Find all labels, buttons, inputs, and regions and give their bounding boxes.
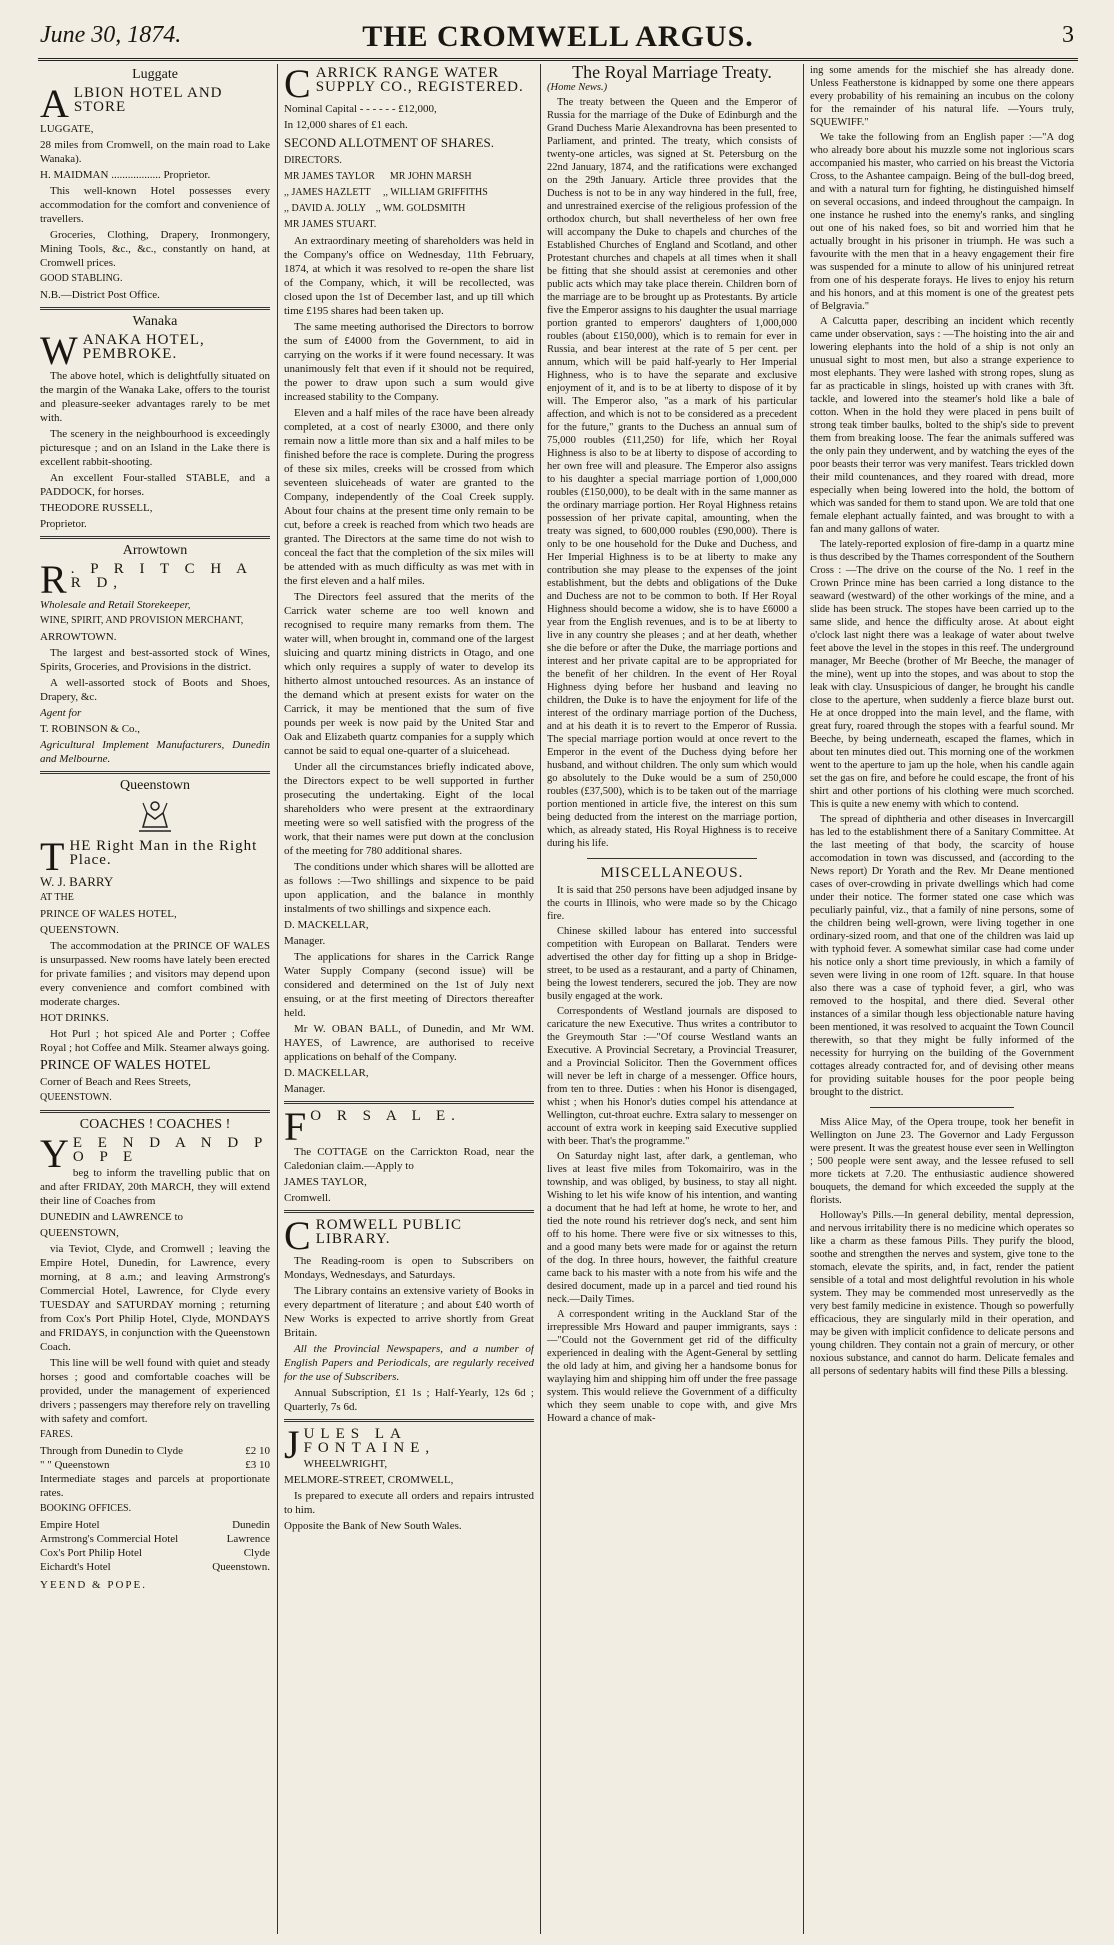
drop-cap: F	[284, 1104, 307, 1149]
ad-line: HOT DRINKS.	[40, 1012, 109, 1024]
ad-text: This line will be well found with quiet and steady horses ; good and comfortable coaches will be provided, under the management of experienced drivers ; passengers may therefore rely on travelling with safety and comfort.	[40, 1357, 270, 1425]
ad-line: Agricultural Implement Manufacturers, Dunedin and Melbourne.	[40, 739, 270, 765]
section-head: Luggate	[132, 67, 178, 82]
ad-line: WINE, SPIRIT, AND PROVISION MERCHANT,	[40, 615, 244, 626]
ad-line: Opposite the Bank of New South Wales.	[284, 1520, 462, 1532]
ad-title: THE Right Man in the Right Place.	[40, 834, 258, 879]
ad-text: The accommodation at the PRINCE OF WALES is unsurpassed. New rooms have lately been erected for private families ; and visitors may depend upon every convenience and comfort combined with moderate charges.	[40, 940, 270, 1008]
ad-text: The applications for shares in the Carrick Range Water Supply Company (second issue) will be considered and determined on the 1st of July next ensuing, or at the first meeting of Directors thereafter held.	[284, 951, 534, 1019]
ad-line: W. J. BARRY	[40, 874, 114, 889]
ad-line: GOOD STABLING.	[40, 273, 123, 284]
table-row: Empire Hotel Dunedin	[40, 1519, 270, 1531]
ad-text: The same meeting authorised the Directors to borrow the sum of £4000 from the Government, to aid in carrying on the works if it were found necessary. It was unanimously felt that even if it should not be required, the power to draw upon such a sum would give increased stability to the Company.	[284, 321, 534, 403]
fare-label: Through from Dunedin to Clyde	[40, 1445, 183, 1457]
divider	[284, 1101, 534, 1104]
ad-line: T. ROBINSON & Co.,	[40, 723, 141, 735]
divider	[40, 771, 270, 774]
ad-text: The Reading-room is open to Subscribers on Mondays, Wednesdays, and Saturdays.	[284, 1255, 534, 1281]
ad-line: D. MACKELLAR,	[284, 919, 369, 931]
article-body: A correspondent writing in the Auckland Star of the irrepressible Mrs Howard and pauper immigrants, says :—"Could not the Government get rid of the difficulty experienced in dealing with the Agent-General by settling the old lady at him, and giving her a handsome bonus for waylaying him and shipping him off under the free passage system. This would relieve the Government of a difficulty which they seem unable to cope with, and give Mrs Howard a chance of mak-	[547, 1309, 797, 1424]
ad-text: via Teviot, Clyde, and Cromwell ; leaving the Empire Hotel, Dunedin, for Lawrence, every morning, at 8 a.m.; and leaving Armstrong's Commercial Hotel, Lawrence, for Clyde every TUESDAY and SATURDAY morning ; returning from Cox's Port Philip Hotel, Clyde, MONDAYS and FRIDAYS, in conjunction with the Queenstown Coach.	[40, 1243, 270, 1353]
article-body: Miss Alice May, of the Opera troupe, took her benefit in Wellington on June 23. The Governor and Lady Fergusson were present. It was the greatest house ever seen in Wellington ; 500 people were sent away, and the lessee refused to sell more tickets at 7.20. The enthusiastic audience showered bouquets, the demand for which exceeded the supply at the florists.	[810, 1117, 1074, 1206]
fare-value: £2 10	[245, 1445, 270, 1457]
fare-label: " " Queenstown	[40, 1459, 110, 1471]
ad-line: QUEENSTOWN,	[40, 1227, 119, 1239]
ad-line: LUGGATE,	[40, 123, 94, 135]
ad-text: Is prepared to execute all orders and repairs intrusted to him.	[284, 1490, 534, 1516]
ad-text: This well-known Hotel possesses every accommodation for the comfort and convenience of travellers.	[40, 185, 270, 225]
drop-cap: Y	[40, 1131, 69, 1176]
fare-value: £3 10	[245, 1459, 270, 1471]
ad-line: D. MACKELLAR,	[284, 1067, 369, 1079]
ad-line: PRINCE OF WALES HOTEL,	[40, 908, 177, 920]
section-head: Arrowtown	[122, 543, 188, 558]
ad-line: YEEND & POPE.	[40, 1579, 147, 1591]
ad-text: An excellent Four-stalled STABLE, and a PADDOCK, for horses.	[40, 472, 270, 498]
ad-line: DIRECTORS.	[284, 155, 342, 166]
divider	[870, 1107, 1014, 1108]
table-row	[40, 1458, 270, 1472]
crest-icon	[133, 797, 177, 837]
director-line: MR JAMES TAYLOR MR JOHN MARSH	[284, 171, 472, 182]
column-rule	[540, 64, 541, 1934]
ad-line: Corner of Beach and Rees Streets,	[40, 1076, 191, 1088]
ad-text: All the Provincial Newspapers, and a number of English Papers and Periodicals, are regularly received for the use of Subscribers.	[284, 1343, 534, 1383]
ad-title: JULES LA FONTAINE,	[284, 1422, 436, 1467]
column-rule	[277, 64, 278, 1934]
ad-line: BOOKING OFFICES.	[40, 1503, 132, 1514]
ad-text: The largest and best-assorted stock of Wines, Spirits, Groceries, and Provisions in the district.	[40, 647, 270, 673]
drop-cap: C	[284, 1213, 312, 1258]
section-head: MISCELLANEOUS.	[600, 865, 744, 881]
ad-text: The above hotel, which is delightfully situated on the margin of the Wanaka Lake, offers to the tourist and pleasure-seeker advantages rarely to be met with.	[40, 370, 270, 424]
ad-text: The COTTAGE on the Carrickton Road, near the Caledonian claim.—Apply to	[284, 1146, 534, 1172]
ad-text: Intermediate stages and parcels at proportionate rates.	[40, 1473, 270, 1499]
ad-text: A well-assorted stock of Boots and Shoes, Drapery, &c.	[40, 677, 270, 703]
article-body: The spread of diphtheria and other diseases in Invercargill has led to the establishment there of a Sanitary Committee. At the last meeting of that body, the scarcity of house accomodation in town was discussed, and (according to the News report) Dr Yorath and the Rev. Mr Deane mentioned cases of over-crowding in private dwellings which had come under their notice. The former stated one case which was peculiarly painful, viz., that a family of nine persons, some of the children being well-grown, were living together in one ordinary-sized room, and that one of the children was laid up with typhoid fever. A somewhat similar case had come under his notice only a short time previously, in which a family of seven were living in one room of 12ft. square. In that house also there was a case of typhoid fever, a girl, who was removed to the hospital, and there died. Several other instances of a similar though less objectionable nature having been mentioned, it was resolved to acquaint the Town Council therewith, so that they might be fully informed of the necessity for hurrying on the building of the Government cottages already contracted for, and of devising other means for providing suitable houses for the poor people being brought to the district.	[810, 814, 1074, 1098]
table-row: Eichardt's Hotel Queenstown.	[40, 1561, 270, 1573]
ad-line: PRINCE OF WALES HOTEL	[40, 1058, 211, 1073]
ad-title: F O R S A L E.	[284, 1104, 461, 1149]
issue-date: June 30, 1874.	[40, 22, 182, 48]
article-body: Correspondents of Westland journals are disposed to caricature the new Executive. Thus writes a contributor to the Greymouth Star :—"Of course Westland wants an Executive. A Provincial Secretary, a Provincial Treasurer, and a Provincial Solicitor. Then the Government offices will never be left in charge of a messenger. Office hours, from ten to three. Duties : when his Honor is disengaged, whist ; when his Honor's duties compel his attendance at Wellington, cut-throat euchre. Extra salary to messenger on account of extra work in keeping said Executive supplied with beer. That's the programme."	[547, 1006, 797, 1147]
article-body: A Calcutta paper, describing an incident which recently came under observation, says : —The hoisting into the air and lowering elephants into the hold of a ship is not only an unusual sight to most men, but also a strange experience to most elephants. They were lashed with strong ropes, slung as far as practicable in slings, hoisted up with cranes with 3ft. tackle, and lowered into the steamer's hold like a bale of cotton. When in the hold they were placed in pens built of strong teak timber baulks, bolted to the ship's side to prevent them from breaking loose. The fear the animals suffered was the only pain they underwent, and by watching the eyes of the poor beasts their terror was very manifest. Tears trickled down their mild countenances, and they roared with dread, more especially when being lowered into the hold, the bottom of which was sanded for them to stand upon. We are told that one female elephant actually fainted, and was brought to with a fan and many gallons of water.	[810, 316, 1074, 535]
article-body: It is said that 250 persons have been adjudged insane by the courts in Illinois, who were made so by the Chicago fire.	[547, 885, 797, 922]
ad-line: MELMORE-STREET, CROMWELL,	[284, 1474, 454, 1486]
ad-line: Manager.	[284, 935, 326, 947]
ad-text: The conditions under which shares will be allotted are as follows :—Two shillings and sixpence to be paid upon application, and the balance in monthly instalments of two shillings and sixpence each.	[284, 861, 534, 915]
column-4	[810, 64, 1074, 1934]
ad-text: Annual Subscription, £1 1s ; Half-Yearly, 12s 6d ; Quarterly, 7s 6d.	[284, 1387, 534, 1413]
ad-title: ALBION HOTEL AND STORE	[40, 81, 223, 126]
drop-cap: J	[284, 1422, 300, 1467]
ad-line: DUNEDIN and LAWRENCE to	[40, 1211, 184, 1223]
divider	[40, 536, 270, 539]
divider	[40, 307, 270, 310]
article-body: Chinese skilled labour has entered into successful competition with European on Ballarat. Tenders were advertised the other day for fitting up a shop in Bridge-street, to be used as a restaurant, and a party of Chinamen, being the lowest tenderers, secured the job. They are now busily engaged at the work.	[547, 926, 797, 1002]
column-1	[40, 64, 270, 1934]
ad-line: Cromwell.	[284, 1192, 331, 1204]
ad-line: Proprietor.	[40, 518, 87, 530]
ad-title: WANAKA HOTEL, PEMBROKE.	[40, 328, 205, 373]
offices-table	[40, 1518, 270, 1574]
ad-line: H. MAIDMAN .................. Proprietor.	[40, 169, 211, 181]
ad-line: ARROWTOWN.	[40, 631, 117, 643]
drop-cap: T	[40, 834, 66, 879]
masthead	[38, 18, 1078, 61]
ad-line: Manager.	[284, 1083, 326, 1095]
ad-title: R . P R I T C H A R D,	[40, 557, 253, 602]
ad-line: Nominal Capital - - - - - - £12,000,	[284, 103, 437, 115]
section-head: Queenstown	[120, 778, 190, 793]
ad-title: CARRICK RANGE WATER SUPPLY CO., REGISTERED.	[284, 64, 524, 106]
ad-line: SECOND ALLOTMENT OF SHARES.	[284, 135, 494, 150]
ad-line: AT THE	[40, 892, 74, 903]
fares-table	[40, 1444, 270, 1472]
divider	[284, 1419, 534, 1422]
divider	[284, 1210, 534, 1213]
section-head: COACHES ! COACHES !	[79, 1117, 231, 1132]
ad-line: QUEENSTOWN.	[40, 924, 119, 936]
ad-line: THEODORE RUSSELL,	[40, 502, 153, 514]
column-3	[547, 64, 797, 1934]
newspaper-title: THE CROMWELL ARGUS.	[362, 20, 754, 53]
ad-text: The Library contains an extensive variety of Books in every department of literature ; and about £40 worth of New Works is expected to arrive shortly from Great Britain.	[284, 1285, 534, 1339]
ad-text: Eleven and a half miles of the race have been already completed, at a cost of nearly £3000, and there only remain now a little more than six and a half miles to be finished before the race is complete. During the progress of these six miles, creeks will be crossed from which seventeen sluiceheads of water are granted to the Company, independently of the Coal Creek supply. About four chains at the present time only remain to be cut, before a creek is reached from which two heads are granted. The Directors at the same time do not wish to conceal the fact that the completion of the six miles will be attended with as much difficulty as was met with in the first eleven and a half miles.	[284, 407, 534, 587]
column-2	[284, 64, 534, 1934]
page-number: 3	[1062, 22, 1074, 48]
ad-line: Agent for	[40, 707, 82, 719]
ad-text: An extraordinary meeting of shareholders was held in the Company's office on Wednesday, 11th February, 1874, at which it was resolved to re-open the share list of the Company, which, it will be recollected, was closed upon the 1st of December last, and up till which time £195 shares had been taken up.	[284, 235, 534, 317]
ad-line: In 12,000 shares of £1 each.	[284, 119, 408, 131]
article-body: The lately-reported explosion of fire-damp in a quartz mine is thus described by the Thames correspondent of the Southern Cross : —The drive on the course of the No. 1 reef in the Crown Prince mine has been carried a long distance to the seaward (westward) of the other workings of the mine, and a slide has been struck. The stopes have been carried up to the same slide, and hence the difficulty arose. At about eight o'clock last night there was a leakage of water about twelve feet above the level in the stopes in this reef. The underground manager, Mr Beeche (brother of Mr Beeche, the manager of the mine), went up into the stopes, and was about to stop the leak with clay. Unsuspicious of danger, he brought his candle close to the aperture, when suddenly a fierce blaze burst out. He at once dropped into the main level, and the flame, with great fury, roared through the stopes with a fearful sound. Mr Beeche, by being underneath, escaped the flames, which in about ten minutes died out. This morning one of the workmen went to the aperture to jam up the hole, when his candle again set the gas on fire, and before he could escape, the front of his shirt and other portions of his clothing were much scorched. This is quite a new enemy with which to contend.	[810, 539, 1074, 810]
ad-text: The scenery in the neighbourhood is exceedingly picturesque ; and on an Island in the Lake there is excellent rabbit-shooting.	[40, 428, 270, 468]
drop-cap: A	[40, 81, 70, 126]
ad-title: CROMWELL PUBLIC LIBRARY.	[284, 1213, 463, 1258]
drop-cap: R	[40, 557, 67, 602]
ad-text: Hot Purl ; hot spiced Ale and Porter ; Coffee Royal ; hot Coffee and Milk. Steamer always going.	[40, 1028, 270, 1054]
ad-title: Y E E N D A N D P O P E	[40, 1131, 268, 1176]
director-line: ,, DAVID A. JOLLY ,, WM. GOLDSMITH	[284, 203, 466, 214]
drop-cap: C	[284, 64, 312, 106]
ad-text: Under all the circumstances briefly indicated above, the Directors expect to be well supported in further prosecuting the undertaking. Eight of the local shareholders who were present at the extraordinary meeting were so well satisfied with the progress of the work, that their names were put down at the conclusion of the meeting for 780 additional shares.	[284, 761, 534, 857]
article-source: (Home News.)	[547, 82, 608, 93]
article-title: The Royal Marriage Treaty.	[572, 64, 772, 82]
ad-line: QUEENSTOWN.	[40, 1092, 112, 1103]
article-body: Holloway's Pills.—In general debility, mental depression, and nervous irritability there is no medicine which operates so like a charm as these famous Pills. They purify the blood, soothe and strengthen the nerves and system, give tone to the stomach, elevate the spirits, and, in fact, render the patient sensible of a total and most delightful revolution in his whole system. They may be commended most unreservedly as the very best family medicine in existence. Though so powerfully efficacious, they are singularly mild in their operation, and may be given with implicit confidence to delicate persons and young children. They contain not a grain of mercury, or other noxious substance, and cannot do harm. Delicate females and all persons of sedentary habits will find these Pills a blessing.	[810, 1210, 1074, 1377]
ad-line: Wholesale and Retail Storekeeper,	[40, 599, 191, 611]
director-line: MR JAMES STUART.	[284, 219, 377, 230]
ad-line: FARES.	[40, 1429, 73, 1440]
table-row	[40, 1444, 270, 1458]
section-head: Wanaka	[132, 314, 178, 329]
table-row: Cox's Port Philip Hotel Clyde	[40, 1547, 270, 1559]
ad-line: 28 miles from Cromwell, on the main road to Lake Wanaka).	[40, 139, 270, 165]
ad-line: N.B.—District Post Office.	[40, 289, 160, 301]
ad-text: Mr W. OBAN BALL, of Dunedin, and Mr WM. HAYES, of Lawrence, are authorised to receive applications on behalf of the Company.	[284, 1023, 534, 1063]
divider	[587, 858, 757, 859]
ad-line: WHEELWRIGHT,	[303, 1458, 388, 1470]
article-body: We take the following from an English paper :—"A dog who already bore about his muzzle some not inglorious scars accompanied his master, who carried on his breast the Victoria Cross, to the Ashantee campaign. Being of the bull-dog breed, and with a natural turn for fighting, he distinguished himself on several occasions, and indeed throughout the campaign. In one instance he rushed into the enemy's ranks, and singling out one of his naked foes, so bit and worried him that he actually brought in his prisoner in triumph. He was such a favourite with the men that in a heavy engagement their fire was suspended for a minute to allow of his uninjured retreat from one of his desperate forays. He lives to enjoy his return and his honors, and at this moment is one of the greatest pets of Belgravia."	[810, 132, 1074, 312]
article-body: The treaty between the Queen and the Emperor of Russia for the marriage of the Duke of Edinburgh and the Grand Duchess Marie Alexandrovna has been presented to Parliament, and printed. The treaty, which consists of twenty-one articles, was signed at St. Petersburg on the 22nd January, 1874, and the ratifications were exchanged on the 29th January. Article three provides that the Duchess is not to be in any way hindered in the full, free, and unrestrained exercise of the religious profession of the orthodox church, but shall nevertheless of her own free will accompany the Duke to chapels and churches of the Established Churches of England and Scotland, and other Protestant churches and chapels at all times when it shall be fitting that she should assist at ceremonies and other public acts which may take place therein. Children born of the marriage are to be brought up as Protestants. By article five the Emperor assigns to his daughter the usual marriage portion granted to emperors' daughters of 1,000,000 roubles (about £150,000), which is to remain for ever in Russia, and bear interest at the rate of 5 per cent. per annum, which will be paid half-yearly to Her Imperial Highness, who is to have the separate and exclusive enjoyment of it, and is to be at liberty to dispose of it by will. The Emperor also, "as a mark of his particular affection, and which is not to be considered as a precedent for the future," grants to the Duchess an annual sum of 75,000 roubles (£11,250) for life, which her Royal Highness is also to be at liberty to dispose of according to her own free will and pleasure. The Emperor also assigns to his daughter a special marriage portion of 1,000,000 roubles (£150,000), to be dealt with in the same manner as the ordinary marriage portion. Her Royal Highness retains possession of her private capital, amounting, when the treaty was signed, to 600,000 roubles (£90,000). There is only to be one household for the Duke and Duchess, and Her Imperial Highness is to be at liberty to make any contribution she may please to the expenses of the joint establishment, but the debts and obligations of the Duke and Duchess are not to be common to both. If Her Royal Highness should become a widow, she is to have £6000 a year from the English revenues, and is to be at liberty to live in any country she pleases ; and at her death, whether she die before or after the Duke, the marriage portions and interest and her private capital are to be appropriated for the benefit of her children. In the event of Her Royal Highness dying before her husband and leaving no children, the Duke is to have the enjoyment for life of the interest of the ordinary marriage portion of the Duchess, and at his death it is to revert to the Emperor of Russia. The special marriage portion would at once revert to the Emperor in the event of the Duchess dying before her husband, and without children. The only sum which would go absolutely to the Duke would be a sum of 250,000 roubles (£37,500), which is to be taken out of the marriage portion mentioned in article five, the interest on this sum being deducted from the interest on the marriage portion, which, as already stated, His Royal Highness is to receive during his life.	[547, 97, 797, 849]
ad-line: JAMES TAYLOR,	[284, 1176, 367, 1188]
article-body: On Saturday night last, after dark, a gentleman, who lives at least five miles from Tokomairiro, was in the township, and was obliged, by business, to stay all night. Wishing to let his wife know of his intention, and wanting a document that he had left at home, he wrote to her, and tied the note round his retriever dog's neck, and sent him off to his home. There were five or six witnesses to this, and a good many bets were made for or against the return of the dog. In three hours, however, the faithful creature came back to his master with a note from his wife and the desired document, made up in a parcel and tied round his neck.—Daily Times.	[547, 1151, 797, 1305]
divider	[40, 1110, 270, 1113]
ad-text: beg to inform the travelling public that on and after FRIDAY, 20th MARCH, they will extend their line of Coaches from	[40, 1167, 270, 1207]
column-rule	[803, 64, 804, 1934]
table-row: Armstrong's Commercial Hotel Lawrence	[40, 1533, 270, 1545]
article-body: ing some amends for the mischief she has already done. Unless Featherstone is kidnapped by some one there appears every probability of his remaining an incubus on the colony for the remainder of his natural life. —Yours truly, SQUEWIFF."	[810, 65, 1074, 128]
director-line: ,, JAMES HAZLETT ,, WILLIAM GRIFFITHS	[284, 187, 488, 198]
ad-text: The Directors feel assured that the merits of the Carrick water scheme are too well known and recognised to require many remarks from them. The water will, when brought in, command one of the largest sluicing and quartz mining districts in Otago, and one which only requires a supply of water to develop its hitherto almost untouched resources. As an instance of the demand which at present exists for water on the Carrick, it may be mentioned that the sum of five pounds per week is now paid by the United Star and Oak and Elizabeth quartz companies for a supply which cannot be said to equal one-quarter of a sluicehead.	[284, 591, 534, 757]
drop-cap: W	[40, 328, 79, 373]
ad-text: Groceries, Clothing, Drapery, Ironmongery, Mining Tools, &c., &c., constantly on hand, at Cromwell prices.	[40, 229, 270, 269]
